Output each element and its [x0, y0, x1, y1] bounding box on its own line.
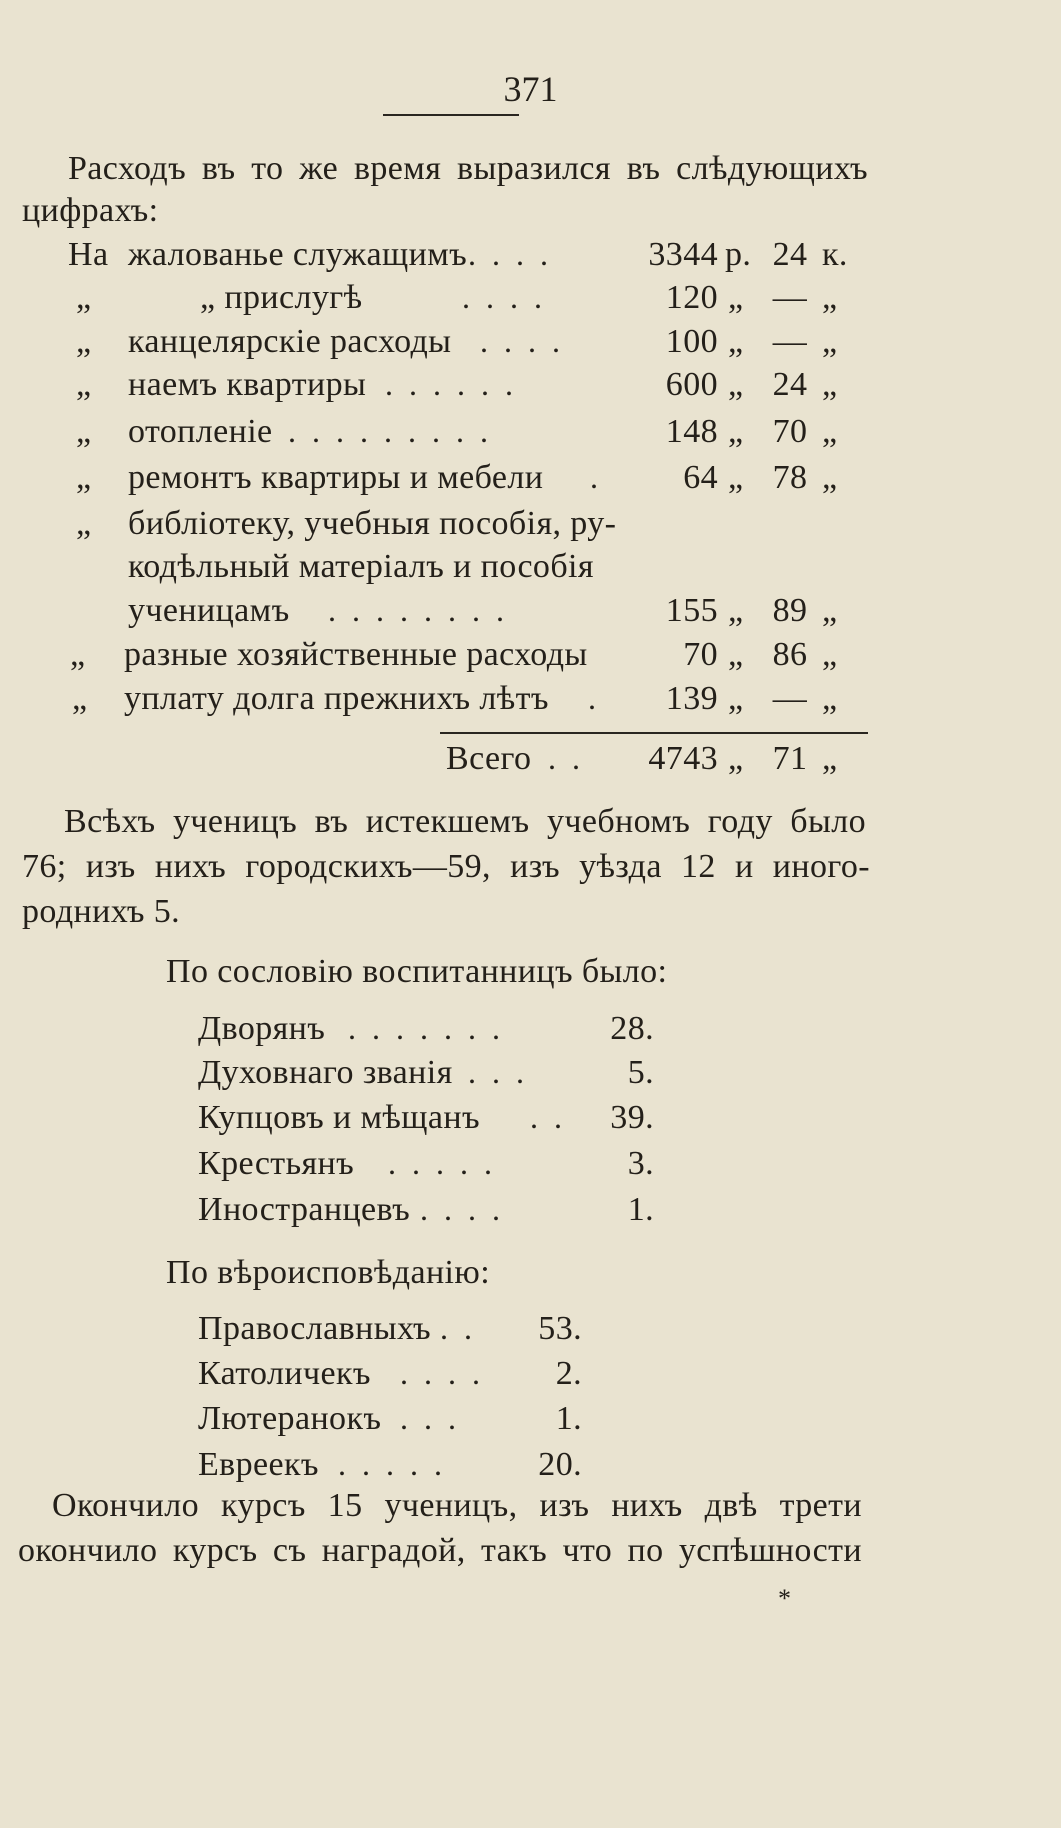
estate-leader-dots: . . . . . . . — [348, 1010, 504, 1046]
expense-rubles-unit: „ — [728, 592, 744, 629]
estate-value: 3. — [627, 1145, 654, 1182]
expense-leader-dots: . — [590, 459, 602, 495]
expense-kopecks-unit: „ — [822, 279, 838, 316]
expense-prefix: „ — [76, 366, 92, 403]
footnote-mark: * — [778, 1584, 791, 1613]
expense-kopecks-unit: „ — [822, 366, 838, 403]
estate-value: 28. — [610, 1010, 654, 1047]
expense-rubles: 100 — [665, 323, 718, 360]
expense-prefix: „ — [76, 459, 92, 496]
expense-prefix: „ — [76, 505, 92, 542]
expense-rubles: 3344 — [648, 236, 718, 273]
expense-leader-dots: . . . . — [462, 279, 546, 315]
estate-value: 39. — [610, 1099, 654, 1136]
expense-kopecks-unit: „ — [822, 459, 838, 496]
expense-kopecks: — — [772, 323, 808, 360]
estate-leader-dots: . . — [530, 1099, 566, 1135]
expense-leader-dots: . . . . — [480, 323, 564, 359]
expense-prefix: „ — [76, 323, 92, 360]
expense-label: отопленіе — [128, 413, 273, 450]
expense-rubles: 70 — [683, 636, 718, 673]
expense-label-line-2: кодѣльный матеріалъ и пособія — [128, 548, 594, 585]
expense-kopecks: 70 — [772, 413, 808, 450]
religion-label: Католичекъ — [198, 1355, 371, 1392]
expense-rubles-unit: „ — [728, 413, 744, 450]
estate-label: Крестьянъ — [198, 1145, 355, 1182]
religion-label: Лютеранокъ — [198, 1400, 382, 1437]
total-leader-dots: . . — [548, 740, 584, 776]
expense-label: разные хозяйственные расходы — [124, 636, 588, 673]
expense-kopecks-unit: к. — [822, 236, 848, 273]
estate-value: 5. — [627, 1054, 654, 1091]
religion-value: 2. — [555, 1355, 582, 1392]
intro-line-2: цифрахъ: — [22, 192, 159, 229]
expense-leader-dots: . . . . . . . . . — [288, 413, 492, 449]
total-label: Всего — [446, 740, 532, 777]
estate-label: Дворянъ — [198, 1010, 326, 1047]
religion-leader-dots: . . . . — [400, 1355, 484, 1391]
students-para-line-3: роднихъ 5. — [22, 893, 180, 930]
religion-label: Евреекъ — [198, 1446, 319, 1483]
expense-rubles-unit: „ — [728, 323, 744, 360]
religion-heading: По вѣроисповѣданію: — [166, 1254, 491, 1291]
expense-prefix: „ — [72, 680, 88, 717]
expense-kopecks: 78 — [772, 459, 808, 496]
total-rubles-unit: „ — [728, 740, 744, 777]
estate-leader-dots: . . . . . — [388, 1145, 496, 1181]
expense-leader-dots: . . . . — [468, 236, 552, 272]
total-kopecks-unit: „ — [822, 740, 838, 777]
religion-leader-dots: . . — [440, 1310, 476, 1346]
expense-leader-dots: . — [588, 680, 600, 716]
expense-kopecks: 24 — [772, 236, 808, 273]
expense-rubles: 120 — [665, 279, 718, 316]
estate-heading: По сословію воспитанницъ было: — [166, 953, 668, 990]
religion-leader-dots: . . . — [400, 1400, 460, 1436]
total-rubles: 4743 — [648, 740, 718, 777]
religion-leader-dots: . . . . . — [338, 1446, 446, 1482]
expense-prefix: „ — [76, 413, 92, 450]
expense-rubles-unit: „ — [728, 680, 744, 717]
expense-label: наемъ квартиры — [128, 366, 367, 403]
expense-kopecks-unit: „ — [822, 636, 838, 673]
expense-label-line-1: библіотеку, учебныя пособія, ру- — [128, 505, 617, 542]
expense-label: „ прислугѣ — [200, 279, 363, 316]
estate-leader-dots: . . . — [468, 1054, 528, 1090]
expense-leader-dots: . . . . . . . . — [328, 592, 508, 628]
religion-value: 1. — [555, 1400, 582, 1437]
expense-label-line-3: ученицамъ — [128, 592, 290, 629]
final-para-line-2: окончило курсъ съ наградой, такъ что по успѣшности — [18, 1532, 862, 1569]
expense-kopecks: 86 — [772, 636, 808, 673]
page-number: 371 — [503, 69, 558, 109]
expense-prefix: „ — [70, 636, 86, 673]
page-number-rule — [383, 114, 519, 116]
expense-prefix: На — [68, 236, 109, 273]
religion-value: 20. — [538, 1446, 582, 1483]
estate-label: Иностранцевъ — [198, 1191, 411, 1228]
expense-rubles-unit: „ — [728, 636, 744, 673]
total-kopecks: 71 — [772, 740, 808, 777]
expense-kopecks: 24 — [772, 366, 808, 403]
expense-prefix: „ — [76, 279, 92, 316]
expense-leader-dots: . . . . . . — [385, 366, 517, 402]
expense-kopecks: — — [772, 279, 808, 316]
total-rule — [440, 732, 868, 734]
expense-label: уплату долга прежнихъ лѣтъ — [124, 680, 549, 717]
final-para-line-1: Окончило курсъ 15 ученицъ, изъ нихъ двѣ трети — [52, 1487, 862, 1524]
religion-value: 53. — [538, 1310, 582, 1347]
expense-kopecks-unit: „ — [822, 592, 838, 629]
students-para-line-1: Всѣхъ ученицъ въ истекшемъ учебномъ году было — [64, 803, 866, 840]
estate-label: Духовнаго званія — [198, 1054, 453, 1091]
expense-rubles-unit: „ — [728, 459, 744, 496]
expense-rubles-unit: „ — [728, 366, 744, 403]
expense-kopecks-unit: „ — [822, 680, 838, 717]
students-para-line-2: 76; изъ нихъ городскихъ—59, изъ уѣзда 12 и иного- — [22, 848, 870, 885]
expense-kopecks: — — [772, 680, 808, 717]
expense-label: жалованье служащимъ — [128, 236, 468, 273]
expense-rubles-unit: р. — [725, 236, 752, 273]
expense-kopecks-unit: „ — [822, 413, 838, 450]
expense-kopecks: 89 — [772, 592, 808, 629]
expense-rubles-unit: „ — [728, 279, 744, 316]
estate-label: Купцовъ и мѣщанъ — [198, 1099, 480, 1136]
expense-rubles: 64 — [683, 459, 718, 496]
estate-leader-dots: . . . . — [420, 1191, 504, 1227]
expense-rubles: 600 — [665, 366, 718, 403]
estate-value: 1. — [627, 1191, 654, 1228]
expense-rubles: 155 — [665, 592, 718, 629]
expense-rubles: 139 — [665, 680, 718, 717]
expense-label: ремонтъ квартиры и мебели — [128, 459, 544, 496]
expense-label: канцелярскіе расходы — [128, 323, 452, 360]
expense-rubles: 148 — [665, 413, 718, 450]
expense-kopecks-unit: „ — [822, 323, 838, 360]
intro-line-1: Расходъ въ то же время выразился въ слѣдующихъ — [68, 150, 868, 187]
religion-label: Православныхъ — [198, 1310, 432, 1347]
